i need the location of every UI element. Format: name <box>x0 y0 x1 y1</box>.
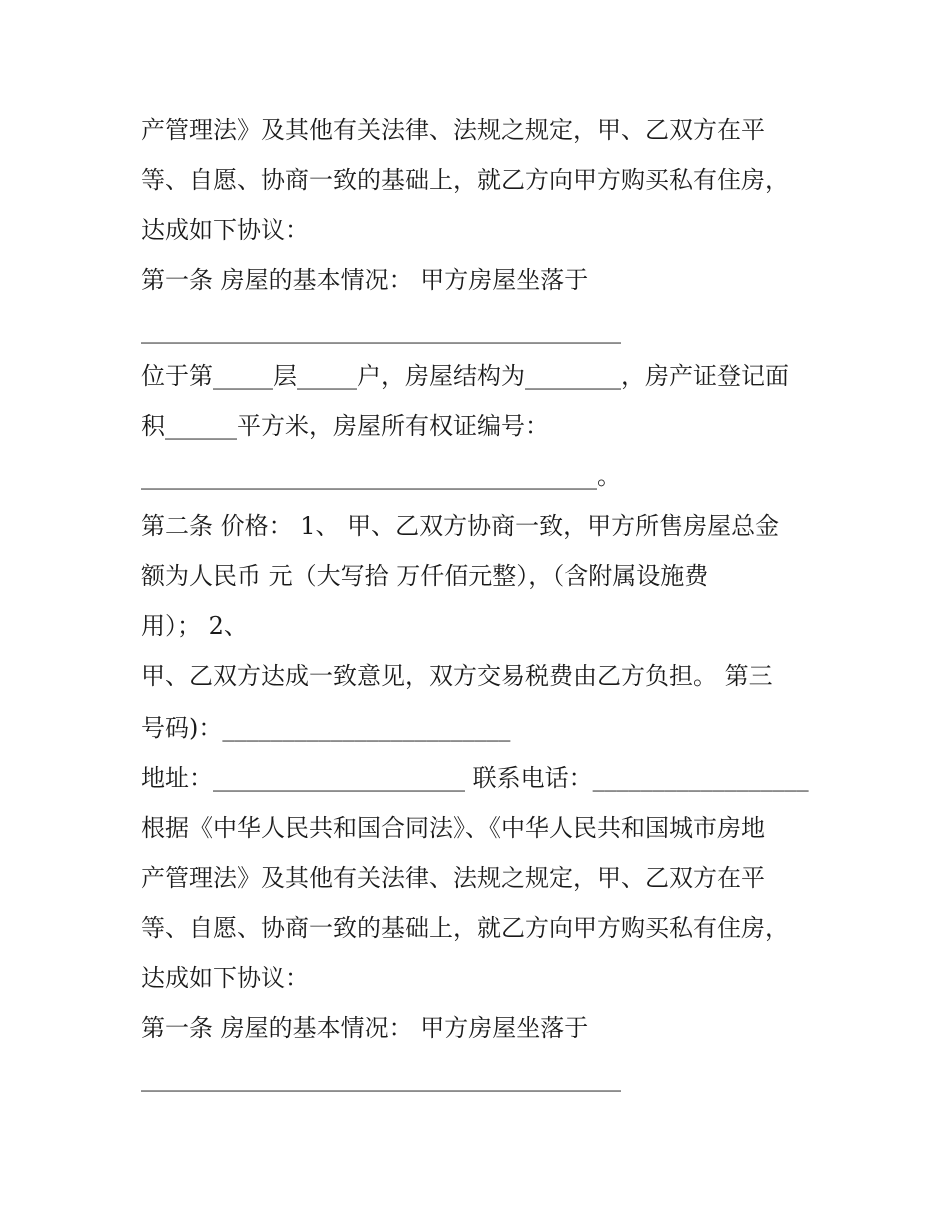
blank-line: ________________________________________ <box>141 316 621 344</box>
text-line: 地址：_____________________ 联系电话：__________________ <box>141 764 809 792</box>
text-line: 积______平方米，房屋所有权证编号： <box>141 412 549 440</box>
blank-line: ______________________________________。 <box>141 462 621 490</box>
text-line: 第二条 价格： 1、 甲、乙双方协商一致，甲方所售房屋总金 <box>141 512 780 540</box>
text-line: 额为人民币 元（大写拾 万仟佰元整），（含附属设施费 <box>141 562 709 590</box>
text-line: 第一条 房屋的基本情况： 甲方房屋坐落于 <box>141 1014 589 1042</box>
text-line: 等、自愿、协商一致的基础上，就乙方向甲方购买私有住房， <box>141 914 789 942</box>
text-line: 产管理法》及其他有关法律、法规之规定，甲、乙双方在平 <box>141 864 765 892</box>
blank-line: ________________________________________ <box>141 1064 621 1092</box>
text-line: 用）； 2、 <box>141 612 248 640</box>
text-line: 位于第_____层_____户，房屋结构为________，房产证登记面 <box>141 362 789 390</box>
text-line: 号码)：________________________ <box>141 714 511 742</box>
text-line: 等、自愿、协商一致的基础上，就乙方向甲方购买私有住房， <box>141 166 789 194</box>
text-line: 达成如下协议： <box>141 964 309 992</box>
text-line: 根据《中华人民共和国合同法》、《中华人民共和国城市房地 <box>141 814 765 842</box>
text-line: 第一条 房屋的基本情况： 甲方房屋坐落于 <box>141 266 589 294</box>
text-line: 甲、乙双方达成一致意见，双方交易税费由乙方负担。 第三 <box>141 662 773 690</box>
text-line: 产管理法》及其他有关法律、法规之规定，甲、乙双方在平 <box>141 116 765 144</box>
text-line: 达成如下协议： <box>141 216 309 244</box>
